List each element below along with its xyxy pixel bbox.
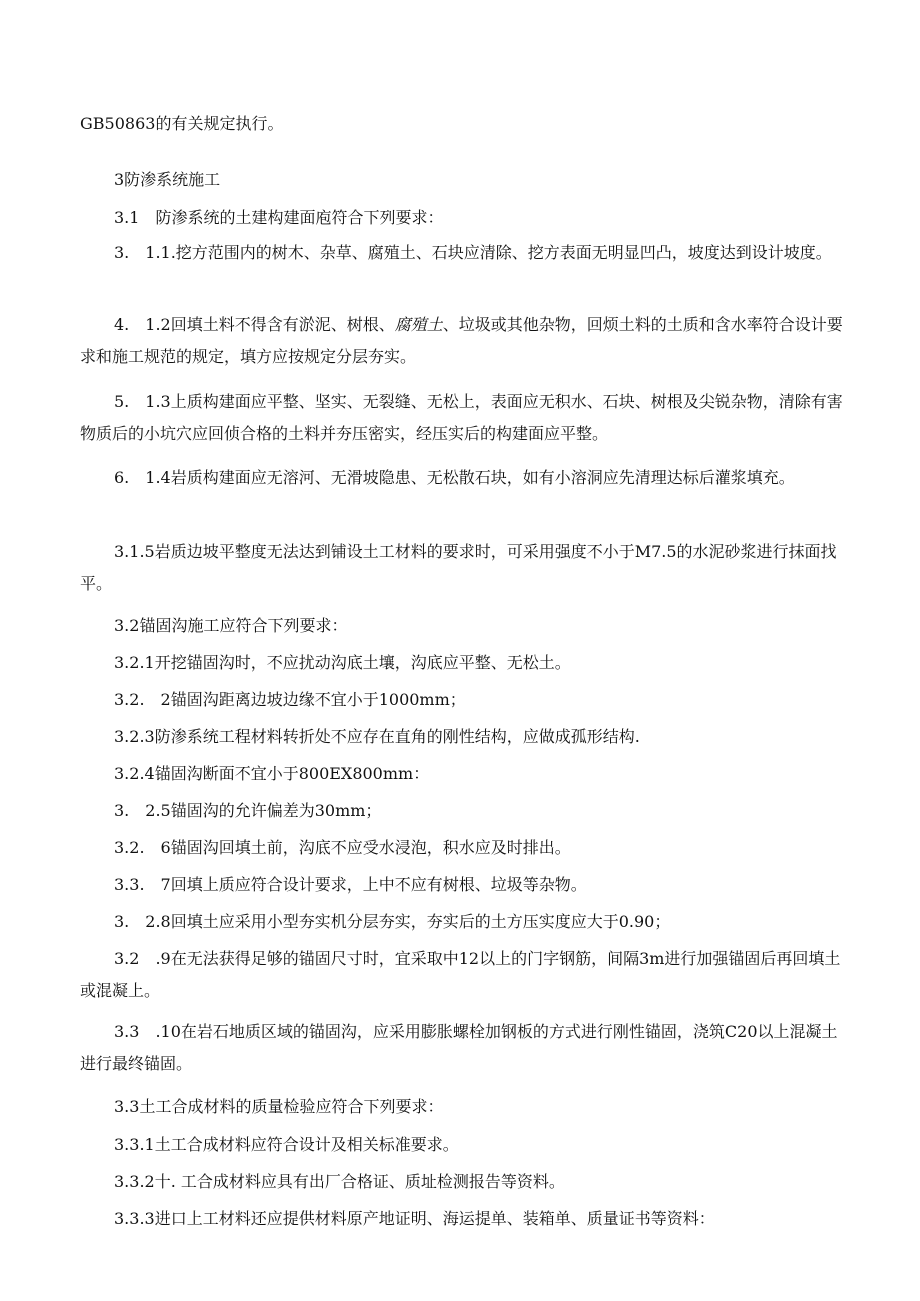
clause-3-2-7: 3.3. 7回填上质应符合设计要求，上中不应有树根、垃圾等杂物。: [114, 875, 587, 894]
clause-3-3-1: 3.3.1土工合成材料应符合设计及相关标准要求。: [114, 1135, 459, 1154]
clause-3-1: 3.1 防渗系统的土建构建面庖符合下列要求：: [114, 208, 444, 227]
clause-3-2-8: 3. 2.8回填土应采用小型夯实机分层夯实，夯实后的土方压实度应大于0.90；: [114, 912, 671, 931]
section-heading-3: 3防渗系统施工: [114, 170, 221, 189]
clause-3-2-10: 3.3 .10在岩石地质区域的锚固沟，应采用膨胀螺栓加钢板的方式进行刚性锚固，浇筑C20以上混凝土进行最终锚固。: [80, 1022, 838, 1073]
clause-3-1-2-part2: 、垃圾或其他杂物，回烦土料的土质和含水率符合设计要求和施工规范的规定，填方应按规定分层夯实。: [80, 315, 843, 366]
clause-3-2: 3.2锚固沟施工应符合下列要求：: [114, 616, 348, 635]
clause-3-1-2: [80, 309, 850, 373]
paragraph-continuation: GB50863的有关规定执行。: [80, 114, 284, 133]
clause-3-1-5: 3.1.5岩质边坡平整度无法达到铺设土工材料的要求时，可采用强度不小于M7.5的水泥砂浆进行抹面找平。: [80, 542, 837, 593]
clause-3-2-4: 3.2.4锚固沟断面不宜小于800EX800mm：: [114, 764, 430, 783]
clause-3-2-9: 3.2 .9在无法获得足够的锚固尺寸时，宜采取中12以上的门字钢筋，间隔3m进行加强锚固后再回填土或混凝上。: [80, 949, 841, 1000]
clause-3-3: 3.3土工合成材料的质量检验应符合下列要求：: [114, 1097, 444, 1116]
clause-3-1-2-italic: 腐殖土: [394, 315, 443, 334]
clause-3-1-4: 6. 1.4岩质构建面应无溶河、无滑坡隐患、无松散石块，如有小溶洞应先清理达标后灌浆填充。: [114, 468, 795, 487]
clause-3-2-6: 3.2. 6锚固沟回填土前，沟底不应受水浸泡，积水应及时排出。: [114, 838, 571, 857]
clause-3-3-3: 3.3.3进口上工材料还应提供材料原产地证明、海运提单、装箱单、质量证书等资料：: [114, 1209, 715, 1228]
clause-3-3-2: 3.3.2十. 工合成材料应具有出厂合格证、质址检测报告等资料。: [114, 1172, 565, 1191]
clause-3-1-1: 3. 1.1.挖方范围内的树木、杂草、腐殖土、石块应清除、挖方表面无明显凹凸，坡度达到设计坡度。: [114, 243, 832, 262]
clause-3-2-3: 3.2.3防渗系统工程材料转折处不应存在直角的刚性结构，应做成孤形结构.: [114, 727, 640, 746]
clause-3-2-5: 3. 2.5锚固沟的允许偏差为30mm；: [114, 801, 382, 820]
clause-3-2-1: 3.2.1开挖锚固沟时，不应扰动沟底土壤，沟底应平整、无松土。: [114, 653, 571, 672]
clause-3-1-3: 5. 1.3上质构建面应平整、坚实、无裂缝、无松上，表面应无积水、石块、树根及尖锐杂物，清除有害物质后的小坑穴应回侦合格的土料并夯压密实，经压实后的构建面应平整。: [80, 392, 843, 443]
clause-3-1-2-part1: 4. 1.2回填土料不得含有淤泥、树根、: [114, 315, 395, 334]
clause-3-2-2: 3.2. 2锚固沟距离边坡边缘不宜小于1000mm；: [114, 690, 466, 709]
